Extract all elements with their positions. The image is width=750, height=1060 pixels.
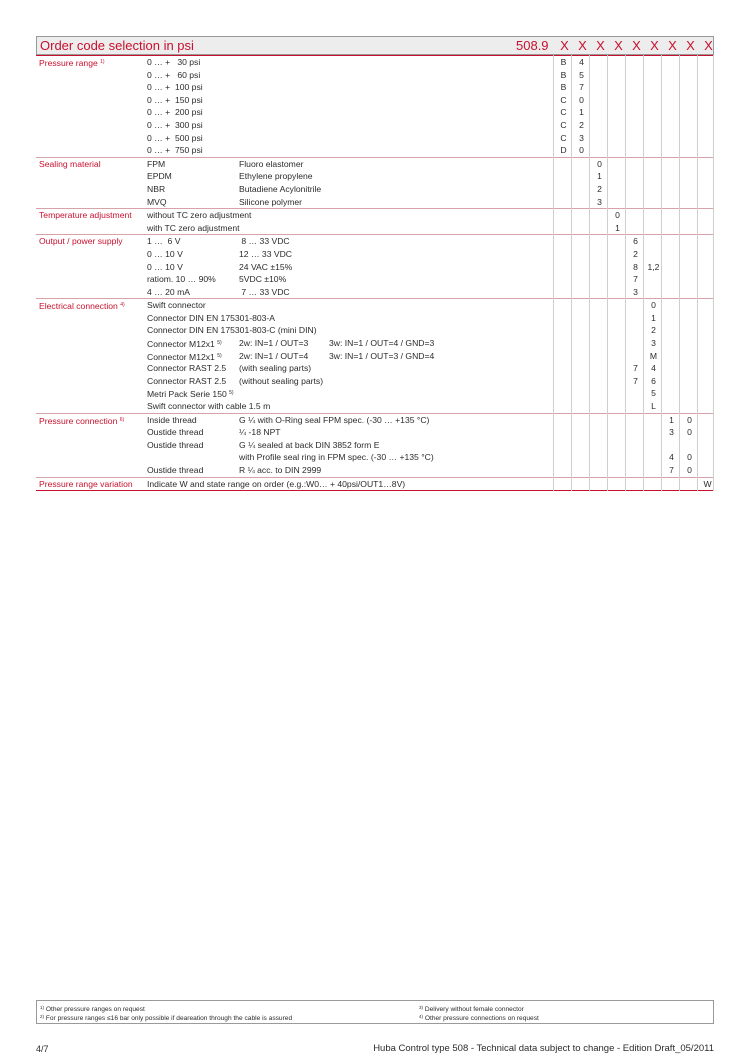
code-cell: C	[560, 132, 567, 143]
category-label: Pressure connection $^{6)}$	[39, 415, 125, 426]
option-label: ratiom. 10 … 90%	[147, 274, 216, 285]
code-cell: 0	[687, 452, 692, 463]
code-cell: B	[560, 69, 567, 80]
column-divider	[607, 55, 608, 491]
code-cell: 1	[597, 171, 602, 182]
code-cell: 3	[633, 286, 638, 297]
code-cell: 7	[579, 82, 584, 93]
option-detail: with Profile seal ring in FPM spec. (-30 … +135 °C)	[239, 452, 434, 463]
option-detail: Fluoro elastomer	[239, 158, 304, 169]
table-row	[36, 400, 714, 413]
category-label: Temperature adjustment	[39, 210, 132, 221]
table-row	[36, 222, 714, 235]
option-label: Inside thread	[147, 414, 197, 425]
code-cell: 6	[633, 236, 638, 247]
code-cell: 4	[651, 363, 656, 374]
footnote-3: $^{3)}$ Delivery without female connector	[419, 1005, 524, 1013]
option-detail-secondary: 3w: IN=1 / OUT=3 / GND=4	[329, 350, 435, 361]
column-divider	[679, 55, 680, 491]
table-row	[36, 132, 714, 145]
table-row	[36, 94, 714, 107]
column-divider	[643, 55, 644, 491]
column-divider	[589, 55, 590, 491]
page-title: Order code selection in psi	[40, 38, 194, 53]
column-divider	[571, 55, 572, 491]
code-cell: C	[560, 107, 567, 118]
code-cell: 7	[633, 274, 638, 285]
code-cell: 1	[651, 312, 656, 323]
footnote-1: $^{1)}$ Other pressure ranges on request	[40, 1005, 145, 1013]
code-cell: 0	[579, 145, 584, 156]
code-cell: W	[703, 478, 712, 489]
option-label: 0 … + 750 psi	[147, 145, 203, 156]
table-row	[36, 81, 714, 94]
option-label: 0 … + 500 psi	[147, 132, 203, 143]
table-row	[36, 196, 714, 209]
code-cell: C	[560, 119, 567, 130]
category-label: Output / power supply	[39, 236, 123, 247]
code-cell: B	[560, 82, 567, 93]
table-row	[36, 170, 714, 183]
table-row	[36, 248, 714, 261]
table-row	[36, 337, 714, 350]
option-label: 0 … + 300 psi	[147, 119, 203, 130]
option-label: Connector M12x1 $^{5)}$	[147, 351, 222, 362]
column-divider	[553, 55, 554, 491]
category-label: Sealing material	[39, 158, 101, 169]
column-divider	[625, 55, 626, 491]
option-detail: ¼ -18 NPT	[239, 427, 281, 438]
option-label: MVQ	[147, 196, 167, 207]
code-cell: C	[560, 94, 567, 105]
footnotes-box	[36, 1000, 714, 1024]
table-row	[36, 362, 714, 375]
option-label: Connector DIN EN 175301-803-A	[147, 312, 276, 323]
code-cell: 4	[669, 452, 674, 463]
code-cell: 4	[579, 57, 584, 67]
order-code-base: 508.9	[516, 38, 549, 53]
table-row	[36, 298, 714, 312]
option-label: 0 … + 100 psi	[147, 82, 203, 93]
code-cell: 0	[687, 427, 692, 438]
order-code-rows	[36, 55, 714, 491]
option-label: Metri Pack Serie 150 $^{5)}$	[147, 389, 234, 400]
table-row	[36, 375, 714, 388]
option-label: with TC zero adjustment	[147, 222, 240, 233]
code-cell: 0	[597, 158, 602, 169]
option-label: 0 … 10 V	[147, 261, 183, 272]
option-label: without TC zero adjustment	[147, 210, 252, 221]
column-divider	[661, 55, 662, 491]
code-cell: 2	[597, 183, 602, 194]
code-cell: 3	[597, 196, 602, 207]
table-row	[36, 144, 714, 157]
table-row	[36, 413, 714, 427]
option-label: 4 … 20 mA	[147, 286, 190, 297]
code-cell: 8	[633, 261, 638, 272]
code-cell: 7	[633, 363, 638, 374]
footer-text: Huba Control type 508 - Technical data subject to change - Edition Draft_05/2011	[373, 1043, 714, 1054]
code-cell: 0	[579, 94, 584, 105]
category-label: Pressure range $^{1)}$	[39, 58, 105, 68]
code-slot-4: X	[614, 38, 623, 53]
code-slot-9: X	[704, 38, 713, 53]
option-detail: 2w: IN=1 / OUT=3	[239, 338, 309, 349]
option-label: Oustide thread	[147, 465, 204, 475]
code-cell: 1	[579, 107, 584, 118]
code-cell: 7	[669, 465, 674, 475]
option-detail: 12 … 33 VDC	[239, 248, 293, 259]
table-row	[36, 350, 714, 363]
option-detail: 2w: IN=1 / OUT=4	[239, 350, 309, 361]
table-row	[36, 451, 714, 464]
table-row	[36, 261, 714, 274]
table-row	[36, 273, 714, 286]
table-row	[36, 477, 714, 492]
code-cell: 5	[651, 388, 656, 399]
code-cell: 5	[579, 69, 584, 80]
code-cell: 7	[633, 375, 638, 386]
option-label: FPM	[147, 158, 166, 169]
option-label: EPDM	[147, 171, 172, 182]
option-detail: Butadiene Acylonitrile	[239, 183, 322, 194]
order-code-header	[36, 36, 714, 55]
page-number: 4/7	[36, 1044, 49, 1054]
option-label: Connector RAST 2.5	[147, 375, 227, 386]
option-label: 0 … + 150 psi	[147, 94, 203, 105]
code-slot-7: X	[668, 38, 677, 53]
table-row	[36, 312, 714, 325]
option-label: NBR	[147, 183, 166, 194]
table-row	[36, 426, 714, 439]
code-cell: M	[649, 350, 658, 361]
option-label: Oustide thread	[147, 439, 204, 450]
table-row	[36, 464, 714, 477]
option-label: Swift connector	[147, 300, 206, 311]
code-cell: 0	[651, 300, 656, 311]
option-label: 0 … + 200 psi	[147, 107, 203, 118]
option-label: 0 … + 60 psi	[147, 69, 201, 80]
code-slot-6: X	[650, 38, 659, 53]
code-cell: 1	[615, 222, 620, 233]
footnote-2: $^{2)}$ For pressure ranges ≤16 bar only possible if deareation through the cable is assured	[40, 1014, 293, 1022]
table-row	[36, 286, 714, 299]
table-row	[36, 234, 714, 248]
footnote-4: $^{4)}$ Other pressure connections on request	[419, 1014, 539, 1022]
table-row	[36, 106, 714, 119]
table-row	[36, 69, 714, 82]
order-code-table	[36, 36, 714, 491]
code-slot-8: X	[686, 38, 695, 53]
category-label: Pressure range variation	[39, 478, 133, 489]
code-slot-3: X	[596, 38, 605, 53]
code-slot-5: X	[632, 38, 641, 53]
category-label: Electrical connection $^{4)}$	[39, 301, 125, 312]
table-row	[36, 387, 714, 400]
code-cell: D	[560, 145, 567, 156]
code-cell: 0	[687, 465, 692, 475]
table-row	[36, 183, 714, 196]
code-cell: 3	[651, 338, 656, 349]
option-label: Oustide thread	[147, 427, 204, 438]
code-cell: 2	[633, 248, 638, 259]
table-row	[36, 324, 714, 337]
option-detail-secondary: 3w: IN=1 / OUT=4 / GND=3	[329, 338, 435, 349]
option-detail: (with sealing parts)	[239, 363, 312, 374]
code-cell: 2	[651, 325, 656, 336]
option-detail: G ¼ with O-Ring seal FPM spec. (-30 … +135 °C)	[239, 414, 430, 425]
option-label: Indicate W and state range on order (e.g.:W0… + 40psi/OUT1…8V)	[147, 478, 406, 489]
option-label: Connector M12x1 $^{5)}$	[147, 339, 222, 350]
option-label: Connector DIN EN 175301-803-C (mini DIN)	[147, 325, 317, 336]
code-cell: B	[560, 57, 567, 67]
code-cell: 1	[669, 414, 674, 425]
code-cell: 0	[615, 210, 620, 221]
code-cell: 1,2	[647, 261, 660, 272]
option-detail: Ethylene propylene	[239, 171, 313, 182]
table-row	[36, 157, 714, 171]
code-cell: 2	[579, 119, 584, 130]
option-label: 1 … 6 V	[147, 236, 181, 247]
code-cell: 0	[687, 414, 692, 425]
option-detail: 8 … 33 VDC	[239, 236, 290, 247]
option-detail: Silicone polymer	[239, 196, 303, 207]
option-label: 0 … 10 V	[147, 248, 183, 259]
option-detail: (without sealing parts)	[239, 375, 324, 386]
table-row	[36, 119, 714, 132]
option-label: Swift connector with cable 1.5 m	[147, 401, 271, 412]
option-detail: 7 … 33 VDC	[239, 286, 290, 297]
code-cell: L	[651, 401, 656, 412]
option-detail: G ¼ sealed at back DIN 3852 form E	[239, 439, 380, 450]
code-cell: 3	[669, 427, 674, 438]
option-detail: R ¼ acc. to DIN 2999	[239, 465, 322, 475]
table-row	[36, 208, 714, 222]
column-divider	[697, 55, 698, 491]
option-detail: 24 VAC ±15%	[239, 261, 293, 272]
table-row	[36, 55, 714, 69]
option-label: Connector RAST 2.5	[147, 363, 227, 374]
option-label: 0 … + 30 psi	[147, 57, 201, 67]
option-detail: 5VDC ±10%	[239, 274, 287, 285]
code-slot-2: X	[578, 38, 587, 53]
code-cell: 3	[579, 132, 584, 143]
code-cell: 6	[651, 375, 656, 386]
column-divider	[713, 55, 714, 491]
table-row	[36, 439, 714, 452]
code-slot-1: X	[560, 38, 569, 53]
